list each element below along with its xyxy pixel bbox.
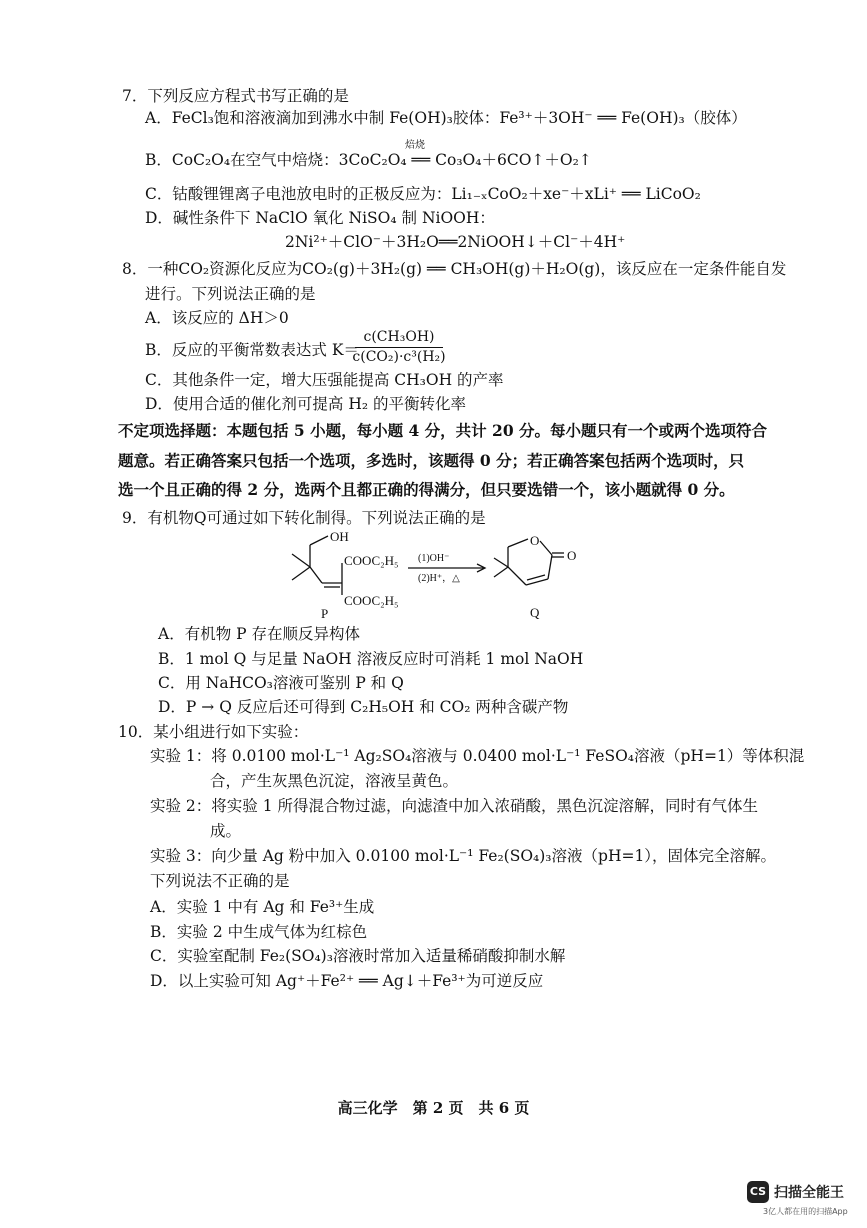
scanner-logo-icon: CS: [747, 1181, 769, 1203]
p-hydroxyl-label: OH: [330, 529, 349, 544]
section-instruction-line1: 不定项选择题：本题包括 5 小题，每小题 4 分，共计 20 分。每小题只有一个或两个选项符合: [118, 421, 768, 440]
q8-option-d: D．使用合适的催化剂可提高 H₂ 的平衡转化率: [145, 395, 467, 413]
q9-stem: 9．有机物Q可通过如下转化制得。下列说法正确的是: [122, 509, 486, 527]
q10-exp3: 实验 3：向少量 Ag 粉中加入 0.0100 mol·L⁻¹ Fe₂(SO₄)₃溶液（pH=1），固体完全溶解。: [150, 847, 777, 865]
section-instruction-line2: 题意。若正确答案只包括一个选项，多选时，该题得 0 分；若正确答案包括两个选项时，只: [118, 451, 745, 470]
q7-option-b-condition: 焙烧: [405, 140, 425, 151]
scanner-logo: [747, 1181, 844, 1203]
q-compound-label: Q: [530, 605, 540, 620]
q8-fraction-numerator: c(CH₃OH): [363, 329, 435, 345]
q9-option-a: A．有机物 P 存在顺反异构体: [158, 625, 360, 643]
q10-option-a: A．实验 1 中有 Ag 和 Fe³⁺生成: [150, 898, 375, 916]
q8-fraction-denominator: c(CO₂)·c³(H₂): [352, 349, 446, 365]
q10-option-b: B．实验 2 中生成气体为红棕色: [150, 923, 368, 941]
p-ester-label-2: COOC₂H₅: [344, 593, 399, 608]
q10-exp2-line2: 成。: [210, 822, 242, 840]
q7-option-b: B．CoC₂O₄在空气中焙烧：3CoC₂O₄ ══ Co₃O₄＋6CO↑＋O₂↑: [145, 151, 592, 169]
q7-option-d-equation: 2Ni²⁺＋ClO⁻＋3H₂O══2NiOOH↓＋Cl⁻＋4H⁺: [285, 233, 626, 251]
q7-option-d: D．碱性条件下 NaClO 氧化 NiSO₄ 制 NiOOH：: [145, 209, 495, 227]
q10-option-c: C．实验室配制 Fe₂(SO₄)₃溶液时常加入适量稀硝酸抑制水解: [150, 947, 566, 965]
q10-option-d: D．以上实验可知 Ag⁺＋Fe²⁺ ══ Ag↓＋Fe³⁺为可逆反应: [150, 972, 544, 990]
reaction-condition-1: (1)OH⁻: [418, 553, 450, 564]
p-ester-label-1: COOC₂H₅: [344, 553, 399, 568]
q9-reaction-scheme: [0, 527, 867, 622]
q10-exp2-line1: 实验 2：将实验 1 所得混合物过滤，向滤渣中加入浓硝酸，黑色沉淀溶解，同时有气体生: [150, 797, 759, 815]
p-compound-label: P: [321, 606, 329, 621]
scanner-app-name: 扫描全能王: [774, 1185, 844, 1201]
q8-option-b: B．反应的平衡常数表达式 K＝: [145, 341, 359, 359]
q8-option-c: C．其他条件一定，增大压强能提高 CH₃OH 的产率: [145, 371, 504, 389]
page-footer: 高三化学 第 2 页 共 6 页: [337, 1099, 530, 1117]
scanner-tagline: 3亿人都在用的扫描App: [763, 1207, 848, 1216]
q9-option-c: C．用 NaHCO₃溶液可鉴别 P 和 Q: [158, 674, 404, 692]
q9-option-b: B．1 mol Q 与足量 NaOH 溶液反应时可消耗 1 mol NaOH: [158, 650, 584, 668]
q8-stem-line2: 进行。下列说法正确的是: [145, 285, 316, 303]
reaction-condition-2: (2)H⁺，△: [418, 573, 460, 584]
q7-option-a: A．FeCl₃饱和溶液滴加到沸水中制 Fe(OH)₃胶体：Fe³⁺＋3OH⁻ ══ Fe(OH)₃（胶体）: [145, 109, 747, 127]
q10-exp1-line1: 实验 1：将 0.0100 mol·L⁻¹ Ag₂SO₄溶液与 0.0400 mol·L⁻¹ FeSO₄溶液（pH=1）等体积混: [150, 747, 805, 765]
q7-stem: 7．下列反应方程式书写正确的是: [122, 87, 349, 105]
q8-option-a: A．该反应的 ΔH＞0: [145, 309, 289, 327]
q-carbonyl-oxygen-label: O: [567, 548, 577, 563]
q10-exp1-line2: 合，产生灰黑色沉淀，溶液呈黄色。: [210, 772, 459, 790]
q8-fraction-bar: [355, 347, 443, 348]
q10-stem: 10．某小组进行如下实验：: [118, 723, 309, 741]
section-instruction-line3: 选一个且正确的得 2 分，选两个且都正确的得满分，但只要选错一个，该小题就得 0 分。: [118, 480, 735, 499]
q-ring-oxygen-label: O: [530, 533, 540, 548]
q9-option-d: D．P → Q 反应后还可得到 C₂H₅OH 和 CO₂ 两种含碳产物: [158, 698, 569, 716]
q8-stem-line1: 8．一种CO₂资源化反应为CO₂(g)＋3H₂(g) ══ CH₃OH(g)＋H₂O(g)，该反应在一定条件能自发: [122, 260, 787, 278]
q7-option-c: C．钴酸锂锂离子电池放电时的正极反应为：Li₁₋ₓCoO₂＋xe⁻＋xLi⁺ ══ LiCoO₂: [145, 185, 701, 203]
q10-question: 下列说法不正确的是: [150, 872, 290, 890]
